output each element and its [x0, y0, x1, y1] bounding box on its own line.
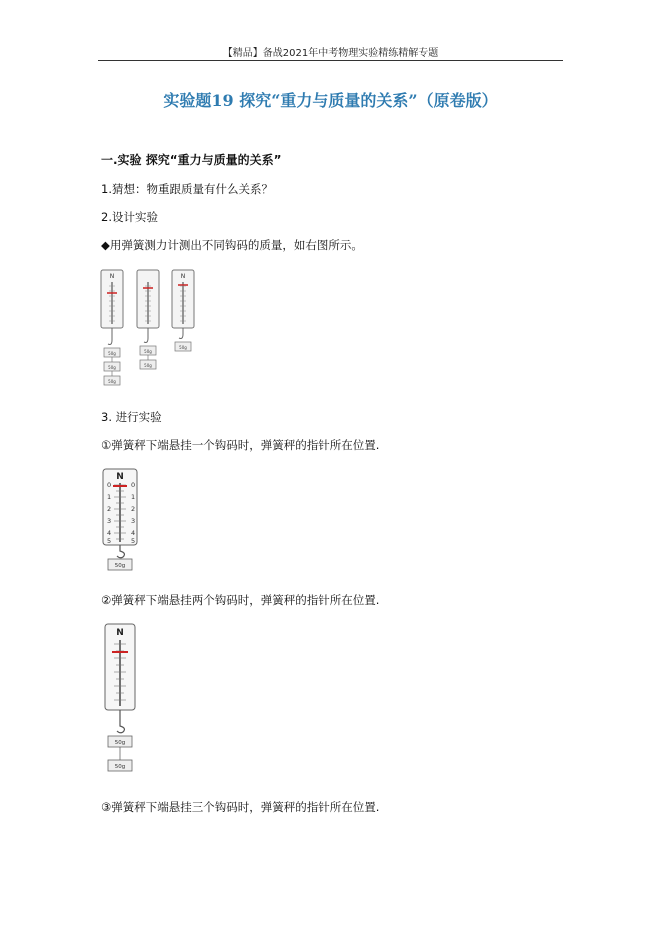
svg-text:1: 1: [131, 493, 136, 501]
step-design: 2.设计实验: [101, 210, 158, 224]
svg-text:3: 3: [131, 517, 136, 525]
page-header: 【精品】备战2021年中考物理实验精练精解专题: [222, 48, 439, 59]
spring-scale-1: [101, 270, 123, 385]
weight-label: 50g: [114, 563, 126, 569]
svg-text:50g: 50g: [108, 379, 116, 384]
step-design-method: ◆用弹簧测力计测出不同钩码的质量，如右图所示。: [101, 238, 363, 252]
svg-text:50g: 50g: [108, 351, 116, 356]
document-title: 实验题19 探究“重力与质量的关系”（原卷版）: [163, 91, 498, 110]
svg-text:0: 0: [107, 481, 112, 489]
svg-text:50g: 50g: [144, 349, 152, 354]
svg-text:50g: 50g: [144, 363, 152, 368]
observation-1: ①弹簧秤下端悬挂一个钩码时，弹簧秤的指针所在位置.: [101, 438, 380, 452]
spring-scale-3: [172, 270, 194, 351]
svg-text:50g: 50g: [114, 764, 126, 770]
scale-unit: N: [116, 472, 124, 482]
step-conduct: 3. 进行实验: [101, 410, 162, 424]
step-guess: 1.猜想：物重跟质量有什么关系？: [101, 182, 273, 196]
observation-2: ②弹簧秤下端悬挂两个钩码时，弹簧秤的指针所在位置.: [101, 593, 380, 607]
svg-text:2: 2: [107, 505, 112, 513]
observation-3: ③弹簧秤下端悬挂三个钩码时，弹簧秤的指针所在位置.: [101, 800, 380, 814]
svg-text:3: 3: [107, 517, 112, 525]
svg-text:N: N: [180, 273, 186, 280]
svg-text:4: 4: [131, 529, 136, 537]
figure-scale-two-weights: [103, 622, 139, 782]
svg-text:1: 1: [107, 493, 112, 501]
figure-three-spring-scales: [99, 266, 209, 396]
scale-1-unit: N: [109, 273, 115, 280]
svg-text:50g: 50g: [179, 345, 187, 350]
svg-text:50g: 50g: [114, 740, 126, 746]
svg-text:5: 5: [131, 537, 136, 545]
svg-text:0: 0: [131, 481, 136, 489]
svg-text:2: 2: [131, 505, 136, 513]
svg-text:N: N: [116, 628, 124, 638]
spring-scale-2: [137, 270, 159, 369]
svg-text:4: 4: [107, 529, 112, 537]
section-heading: 一.实验 探究“重力与质量的关系”: [101, 153, 282, 167]
svg-text:5: 5: [107, 537, 112, 545]
figure-scale-one-weight: [101, 467, 141, 583]
svg-text:50g: 50g: [108, 365, 116, 370]
header-divider: [98, 60, 563, 61]
